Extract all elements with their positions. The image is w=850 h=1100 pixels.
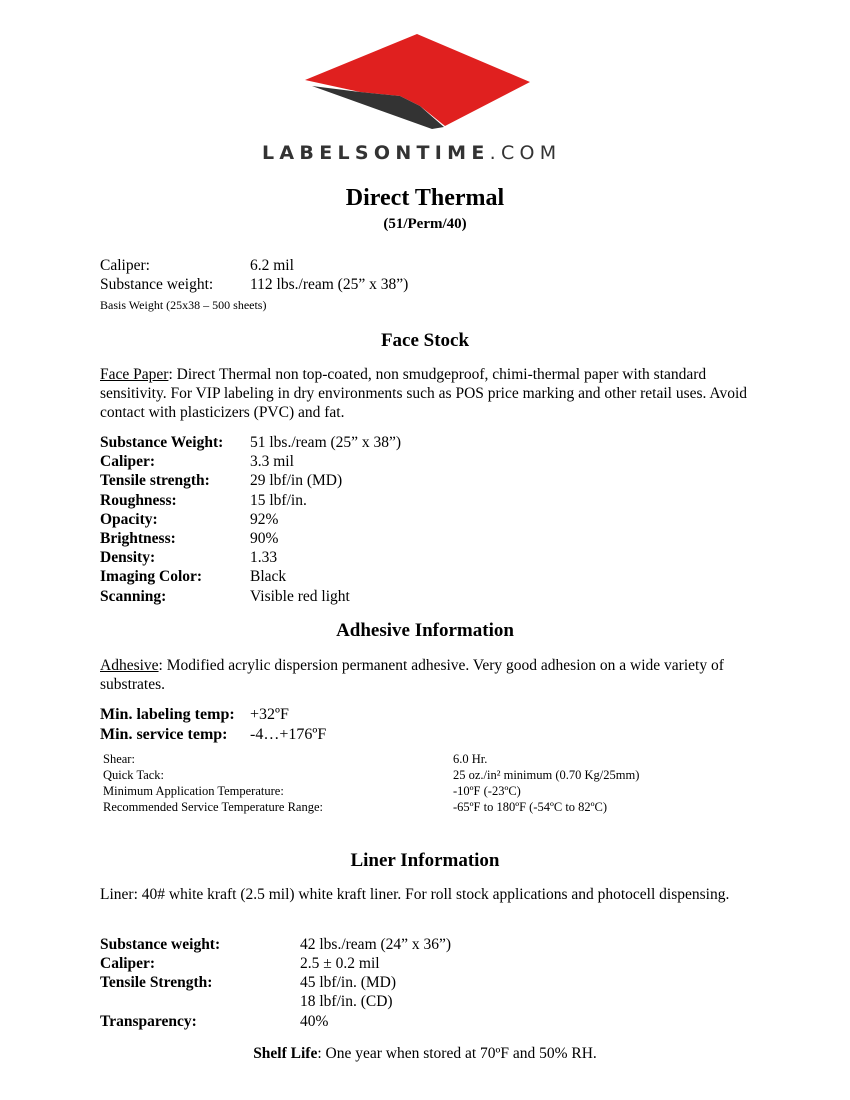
liner-spec-label: Substance weight: xyxy=(100,936,221,953)
face-spec-value: 92% xyxy=(250,511,279,528)
liner-spec-value: 42 lbs./ream (24” x 36”) xyxy=(300,936,452,953)
liner-spec-value: 45 lbf/in. (MD) xyxy=(300,974,397,991)
liner-spec-label: Transparency: xyxy=(100,1013,197,1030)
min-labeling-temp-label: Min. labeling temp: xyxy=(100,706,235,723)
min-service-temp-value: -4…+176ºF xyxy=(250,726,327,743)
adhesive-table-label: Recommended Service Temperature Range: xyxy=(103,800,323,814)
face-spec-value: 51 lbs./ream (25” x 38”) xyxy=(250,434,402,451)
overall-substance-label: Substance weight: xyxy=(100,276,214,293)
liner-spec-value: 2.5 ± 0.2 mil xyxy=(300,955,380,972)
face-spec-value: Black xyxy=(250,568,287,585)
liner-description: Liner: 40# white kraft (2.5 mil) white kraft liner. For roll stock applications and photocell dispensing. xyxy=(100,886,730,903)
face-spec-label: Scanning: xyxy=(100,588,167,605)
face-spec-value: 29 lbf/in (MD) xyxy=(250,472,343,489)
face-paper-term: Face Paper xyxy=(100,366,169,383)
adhesive-table-value: 25 oz./in² minimum (0.70 Kg/25mm) xyxy=(453,768,640,782)
min-service-temp-label: Min. service temp: xyxy=(100,726,228,743)
document-subtitle: (51/Perm/40) xyxy=(383,216,467,232)
document-title: Direct Thermal xyxy=(345,185,505,211)
min-labeling-temp-value: +32ºF xyxy=(250,706,289,723)
shelf-life xyxy=(0,1045,850,1063)
face-spec-label: Tensile strength: xyxy=(100,472,210,489)
basis-weight-note: Basis Weight (25x38 – 500 sheets) xyxy=(100,298,267,312)
face-paper-description: Face Paper: Direct Thermal non top-coated, non smudgeproof, chimi-thermal paper with standard sensitivity. For VIP labeling in dry environments such as POS price marking and other retail uses. Avoid contact with plasticizers (PVC) and fat. xyxy=(100,366,748,421)
overall-caliper-label: Caliper: xyxy=(100,257,150,274)
logo-wordmark: LABELSONTIME.COM xyxy=(262,142,562,164)
adhesive-table-value: -65ºF to 180ºF (-54ºC to 82ºC) xyxy=(453,800,608,814)
adhesive-table-label: Minimum Application Temperature: xyxy=(103,784,284,798)
face-spec-label: Substance Weight: xyxy=(100,434,224,451)
face-spec-value: 1.33 xyxy=(250,549,278,566)
adhesive-description: Adhesive: Modified acrylic dispersion permanent adhesive. Very good adhesion on a wide variety of substrates. xyxy=(100,657,724,693)
face-spec-label: Opacity: xyxy=(100,511,158,528)
liner-heading: Liner Information xyxy=(350,850,500,871)
face-spec-value: 3.3 mil xyxy=(250,453,294,470)
shelf-life-text: : One year when stored at 70ºF and 50% RH. xyxy=(317,1045,597,1062)
adhesive-table-value: -10ºF (-23ºC) xyxy=(453,784,521,798)
overall-substance-value: 112 lbs./ream (25” x 38”) xyxy=(250,276,409,293)
liner-spec-label: Caliper: xyxy=(100,955,156,972)
face-spec-label: Caliper: xyxy=(100,453,156,470)
liner-spec-value: 40% xyxy=(300,1013,329,1030)
adhesive-table-value: 6.0 Hr. xyxy=(453,752,488,766)
adhesive-table-label: Quick Tack: xyxy=(103,768,165,782)
face-spec-label: Roughness: xyxy=(100,492,177,509)
adhesive-heading: Adhesive Information xyxy=(336,620,514,641)
adhesive-term: Adhesive xyxy=(100,657,159,674)
overall-caliper-value: 6.2 mil xyxy=(250,257,294,274)
shelf-life-label: Shelf Life xyxy=(253,1045,318,1062)
face-spec-label: Density: xyxy=(100,549,156,566)
face-stock-heading: Face Stock xyxy=(380,330,470,351)
liner-spec-label: Tensile Strength: xyxy=(100,974,213,991)
face-spec-label: Brightness: xyxy=(100,530,176,547)
face-spec-label: Imaging Color: xyxy=(100,568,203,585)
liner-spec-value: 18 lbf/in. (CD) xyxy=(300,993,393,1010)
adhesive-table-label: Shear: xyxy=(103,752,135,766)
face-spec-value: 15 lbf/in. xyxy=(250,492,307,509)
face-spec-value: 90% xyxy=(250,530,279,547)
face-spec-value: Visible red light xyxy=(250,588,350,605)
